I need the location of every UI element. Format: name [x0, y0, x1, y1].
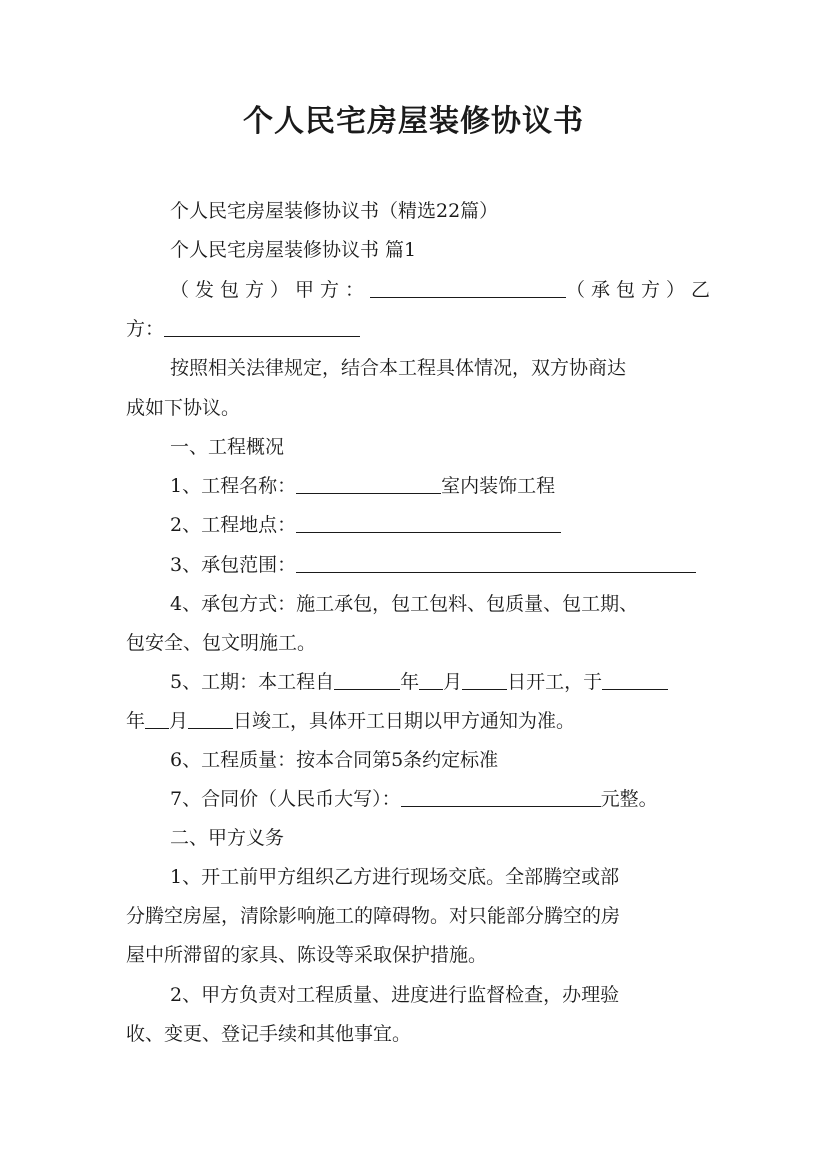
scope-blank — [296, 553, 696, 573]
duration-prefix: 5、工期：本工程自 — [170, 671, 335, 693]
project-location-label: 2、工程地点： — [170, 514, 297, 536]
end-year-blank-a — [602, 670, 668, 690]
scope-line — [170, 552, 710, 578]
party-a-duty2-line2: 收、变更、登记手续和其他事宜。 — [126, 1023, 412, 1045]
start-year-label: 年 — [400, 671, 420, 693]
parties-line — [170, 277, 717, 303]
scope-label: 3、承包范围： — [170, 554, 297, 576]
section1-heading: 一、工程概况 — [170, 436, 285, 458]
contract-price-suffix: 元整。 — [600, 788, 658, 810]
start-month-blank — [419, 670, 443, 690]
start-month-label: 月 — [443, 671, 463, 693]
party-a-duty1-line1: 1、开工前甲方组织乙方进行现场交底。全部腾空或部 — [170, 866, 620, 888]
party-a-label: （发包方）甲方： — [170, 279, 371, 301]
contract-price-line — [170, 786, 710, 812]
parties-line-cont — [126, 316, 706, 342]
end-year-label: 年 — [126, 710, 146, 732]
project-name-blank — [296, 474, 441, 494]
duration-line1 — [170, 669, 710, 695]
party-a-duty1-line2: 分腾空房屋，清除影响施工的障碍物。对只能部分腾空的房 — [126, 905, 621, 927]
end-month-blank — [145, 709, 169, 729]
start-year-blank — [334, 670, 400, 690]
quality-line: 6、工程质量：按本合同第5条约定标准 — [170, 749, 499, 771]
party-b-label: （承包方）乙 — [566, 279, 717, 301]
duration-line2 — [126, 708, 706, 734]
intro-paragraph-line1: 按照相关法律规定，结合本工程具体情况，双方协商达 — [170, 357, 627, 379]
party-a-duty1-line3: 屋中所滞留的家具、陈设等采取保护措施。 — [126, 944, 488, 966]
project-location-blank — [296, 513, 561, 533]
party-a-blank — [370, 278, 566, 298]
project-name-label: 1、工程名称： — [170, 475, 297, 497]
end-day-label: 日竣工，具体开工日期以甲方通知为准。 — [233, 710, 576, 732]
contract-price-label: 7、合同价（人民币大写）： — [170, 788, 401, 810]
document-subtitle: 个人民宅房屋装修协议书（精选22篇） — [170, 200, 499, 222]
project-location-line — [170, 512, 710, 538]
document-title: 个人民宅房屋装修协议书 — [243, 104, 584, 139]
section2-heading: 二、甲方义务 — [170, 827, 285, 849]
contract-price-blank — [401, 787, 601, 807]
contract-method-line1: 4、承包方式：施工承包，包工包料、包质量、包工期、 — [170, 593, 639, 615]
intro-paragraph-line2: 成如下协议。 — [126, 397, 241, 419]
end-month-label: 月 — [169, 710, 189, 732]
project-name-suffix: 室内装饰工程 — [441, 475, 556, 497]
party-a-duty2-line1: 2、甲方负责对工程质量、进度进行监督检查，办理验 — [170, 984, 620, 1006]
party-b-blank — [164, 317, 360, 337]
start-day-blank — [462, 670, 507, 690]
party-b-label-cont: 方： — [126, 318, 165, 340]
chapter-heading: 个人民宅房屋装修协议书 篇1 — [170, 239, 417, 261]
start-day-label: 日开工，于 — [507, 671, 603, 693]
contract-method-line2: 包安全、包文明施工。 — [126, 632, 317, 654]
end-day-blank — [188, 709, 233, 729]
project-name-line — [170, 473, 710, 499]
